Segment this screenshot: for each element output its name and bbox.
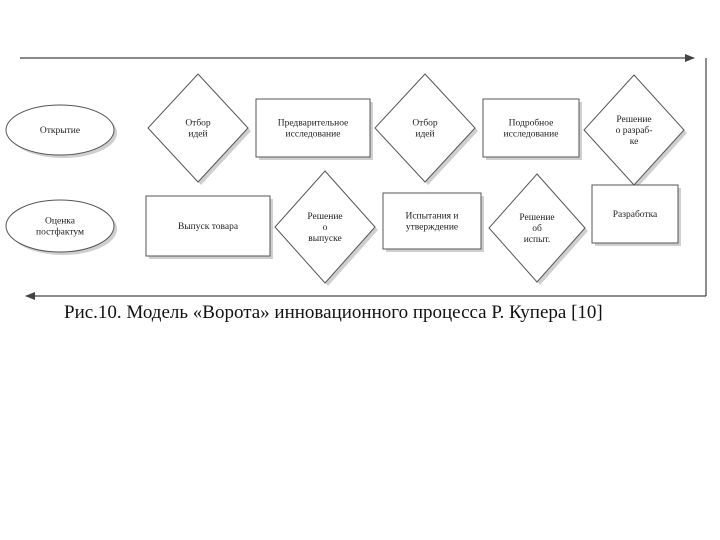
stage-label: Отбор (185, 118, 211, 129)
bottom-stage-ellipse (6, 200, 117, 255)
stage-label: Отбор (412, 118, 438, 129)
stage-label: исследование (503, 129, 559, 140)
stage-label: исследование (285, 129, 341, 140)
stage-label: о (322, 223, 328, 233)
top-stage-ellipse (6, 105, 117, 158)
stage-label: Выпуск товара (177, 222, 239, 232)
stage-label: Решение (616, 115, 652, 125)
stage-label: Предварительное (277, 118, 349, 129)
stage-label: о разраб- (615, 126, 653, 136)
stage-label: Подробное (508, 118, 554, 129)
top-stage-diamond (584, 75, 687, 188)
stage-label: испыт. (523, 235, 551, 245)
top-stage-diamond (375, 74, 478, 185)
bottom-stage-rect (383, 193, 484, 252)
bottom-stage-rect (146, 196, 273, 259)
figure-caption: Рис.10. Модель «Ворота» инновационного процесса Р. Купера [10] (64, 302, 603, 323)
bottom-stage-diamond (275, 171, 378, 286)
stage-label: ке (629, 137, 639, 147)
stage-label: Испытания и (405, 211, 459, 222)
stage-label: утверждение (405, 222, 459, 233)
bottom-row-stages (6, 171, 681, 286)
stage-label: постфактум (36, 227, 84, 238)
top-stage-rect (256, 99, 373, 160)
stage-label: об (532, 224, 542, 234)
top-stage-rect (483, 99, 582, 160)
stage-label: Разработка (612, 210, 658, 220)
stage-label: Открытие (39, 126, 81, 136)
stage-label: Оценка (45, 216, 75, 227)
stage-label: Решение (519, 213, 555, 223)
bottom-stage-rect (592, 185, 681, 246)
top-stage-diamond (148, 74, 251, 185)
top-row-stages (6, 74, 687, 188)
bottom-stage-diamond (489, 174, 588, 285)
stage-label: идей (188, 129, 208, 140)
stage-label: идей (415, 129, 435, 140)
stage-label: выпуске (308, 234, 342, 244)
stage-label: Решение (307, 212, 343, 222)
